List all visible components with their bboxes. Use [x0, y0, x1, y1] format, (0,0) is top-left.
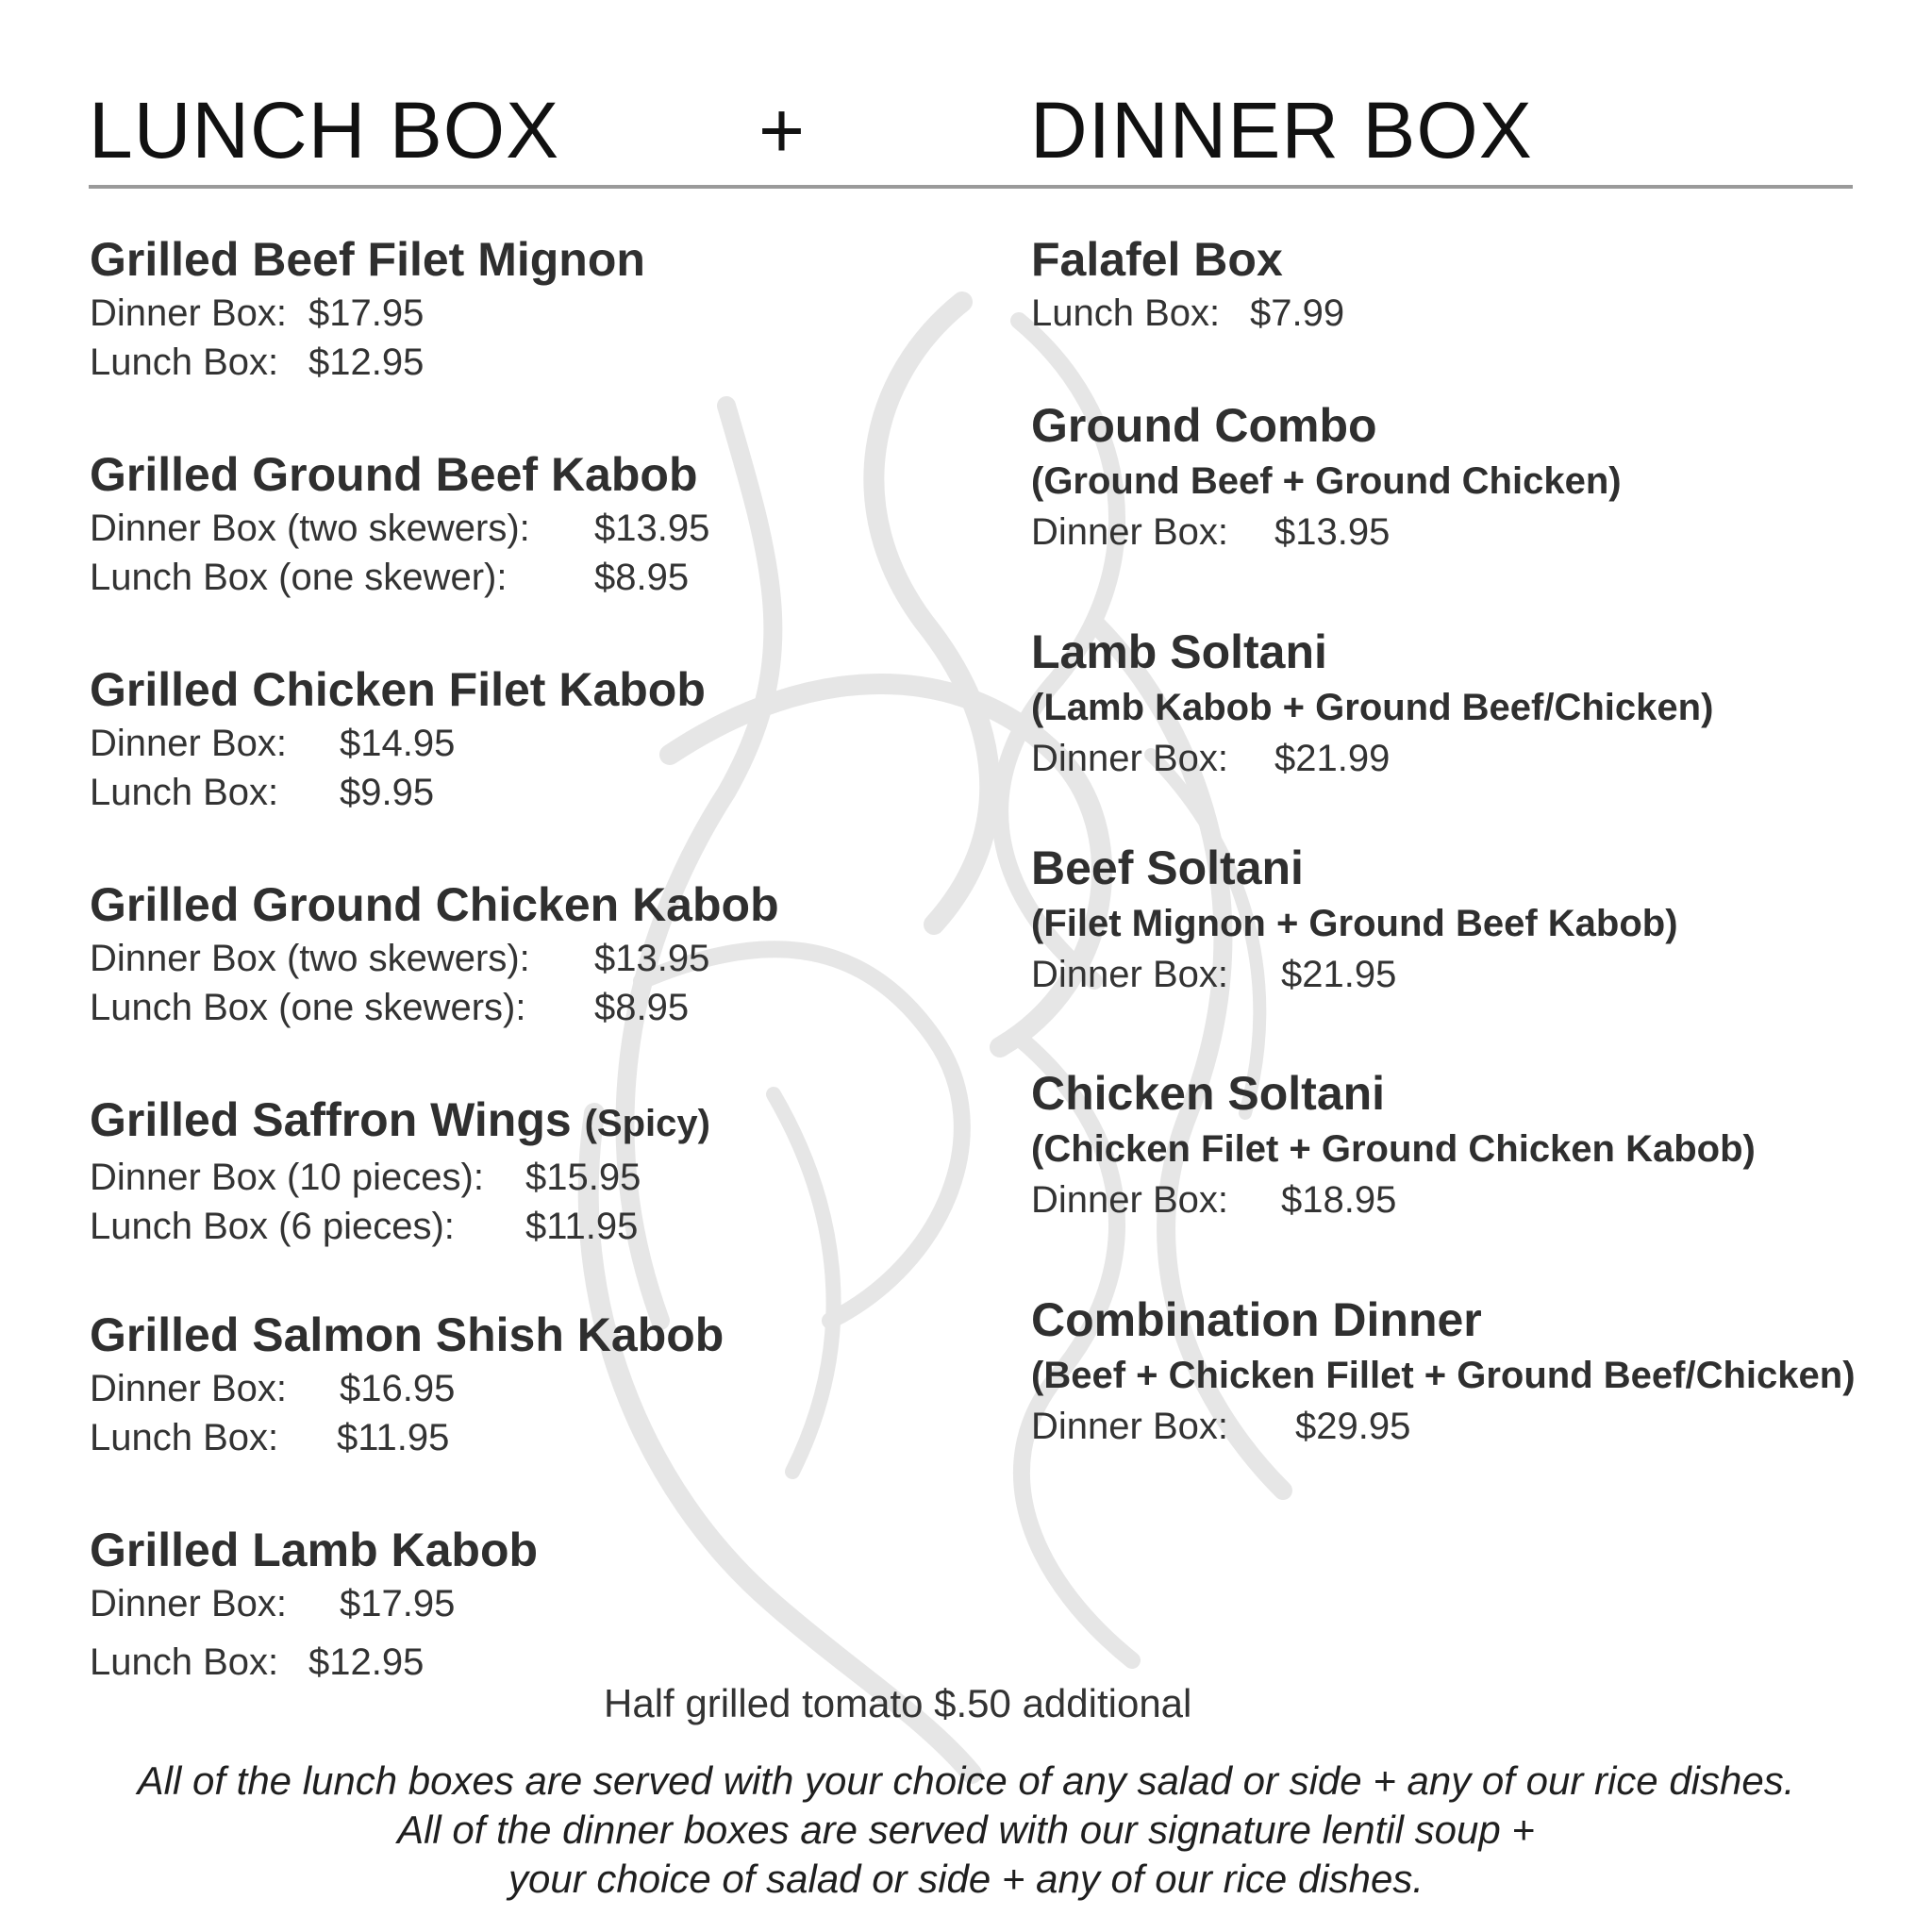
price-line — [90, 1153, 710, 1202]
price-line — [90, 504, 709, 553]
footer-dinner-line: All of the dinner boxes are served with our signature lentil soup + — [397, 1807, 1535, 1852]
footer-note — [0, 1757, 1932, 1904]
price-label: Dinner Box: — [1031, 511, 1228, 553]
item-name: Grilled Beef Filet Mignon — [90, 233, 645, 286]
price-value: $17.95 — [340, 1583, 456, 1624]
price-value: $12.95 — [308, 1641, 425, 1683]
price-value: $8.95 — [594, 987, 690, 1028]
price-line — [1031, 1175, 1756, 1224]
price-label: Dinner Box: — [90, 1583, 287, 1624]
footer-dinner-line-2: your choice of salad or side + any of our rice dishes. — [508, 1857, 1424, 1901]
item-name — [90, 1091, 710, 1153]
price-line — [1031, 1402, 1856, 1451]
price-label: Lunch Box (one skewer): — [90, 557, 508, 598]
price-line — [90, 719, 706, 768]
menu-header — [89, 83, 1853, 177]
price-value: $11.95 — [337, 1417, 450, 1458]
menu-item — [90, 1091, 710, 1251]
price-line — [90, 1413, 724, 1462]
item-name: Combination Dinner — [1031, 1293, 1482, 1346]
item-description: (Beef + Chicken Fillet + Ground Beef/Chicken) — [1031, 1355, 1856, 1396]
price-label: Dinner Box (10 pieces): — [90, 1157, 484, 1198]
price-value: $9.95 — [340, 772, 435, 813]
item-description: (Ground Beef + Ground Chicken) — [1031, 460, 1622, 502]
menu-item — [1031, 1064, 1756, 1224]
price-label: Lunch Box: — [90, 341, 279, 383]
menu-item — [1031, 839, 1678, 999]
price-label: Lunch Box (one skewers): — [90, 987, 526, 1028]
menu-item — [90, 660, 706, 817]
item-name: Beef Soltani — [1031, 841, 1304, 894]
price-label: Lunch Box (6 pieces): — [90, 1206, 455, 1247]
spicy-tag: (Spicy) — [584, 1103, 710, 1144]
tomato-addon-note: Half grilled tomato $.50 additional — [604, 1681, 1192, 1725]
price-line — [1031, 734, 1713, 783]
item-name: Grilled Ground Beef Kabob — [90, 448, 698, 501]
price-line — [90, 1579, 538, 1628]
price-value: $17.95 — [308, 292, 425, 334]
price-line — [1031, 508, 1622, 557]
price-line — [90, 1638, 538, 1687]
menu-item — [1031, 230, 1344, 338]
header-divider — [89, 185, 1853, 189]
price-label: Lunch Box: — [1031, 292, 1221, 334]
price-label: Dinner Box: — [90, 292, 287, 334]
menu-item — [1031, 623, 1713, 783]
footer-lunch-line: All of the lunch boxes are served with your choice of any salad or side + any of our rice dishes. — [137, 1758, 1795, 1803]
item-name: Lamb Soltani — [1031, 625, 1327, 678]
price-label: Dinner Box (two skewers): — [90, 938, 530, 979]
menu-item — [90, 445, 709, 602]
item-name: Ground Combo — [1031, 399, 1377, 452]
price-value: $14.95 — [340, 723, 456, 764]
price-line — [90, 1364, 724, 1413]
price-label: Dinner Box: — [1031, 954, 1228, 995]
item-name-text: Grilled Saffron Wings — [90, 1093, 572, 1146]
price-value: $13.95 — [594, 938, 710, 979]
price-label: Dinner Box: — [90, 1368, 287, 1409]
item-name: Chicken Soltani — [1031, 1067, 1386, 1120]
price-line — [1031, 950, 1678, 999]
price-line — [90, 289, 645, 338]
dinner-box-title: DINNER BOX — [1030, 86, 1533, 175]
price-value: $8.95 — [594, 557, 690, 598]
price-value: $11.95 — [525, 1206, 639, 1247]
item-name: Grilled Salmon Shish Kabob — [90, 1308, 724, 1361]
price-value: $13.95 — [1274, 511, 1391, 553]
price-line — [90, 1202, 710, 1251]
price-label: Lunch Box: — [90, 772, 279, 813]
price-value: $16.95 — [340, 1368, 456, 1409]
item-name: Grilled Chicken Filet Kabob — [90, 663, 706, 716]
price-label: Dinner Box: — [90, 723, 287, 764]
price-label: Dinner Box: — [1031, 1179, 1228, 1221]
price-value: $13.95 — [594, 508, 710, 549]
menu-item — [90, 230, 645, 387]
item-description: (Chicken Filet + Ground Chicken Kabob) — [1031, 1128, 1756, 1170]
price-label: Dinner Box (two skewers): — [90, 508, 530, 549]
item-name: Falafel Box — [1031, 233, 1283, 286]
price-value: $7.99 — [1250, 292, 1345, 334]
item-description: (Filet Mignon + Ground Beef Kabob) — [1031, 903, 1678, 944]
item-description: (Lamb Kabob + Ground Beef/Chicken) — [1031, 687, 1714, 728]
price-label: Lunch Box: — [90, 1417, 279, 1458]
price-label: Dinner Box: — [1031, 738, 1228, 779]
menu-item — [90, 875, 779, 1032]
price-value: $21.95 — [1281, 954, 1397, 995]
price-line — [90, 768, 706, 817]
price-line — [90, 338, 645, 387]
price-value: $15.95 — [525, 1157, 641, 1198]
item-name: Grilled Lamb Kabob — [90, 1524, 539, 1576]
menu-item — [90, 1306, 724, 1462]
price-line — [90, 553, 709, 602]
price-value: $21.99 — [1274, 738, 1391, 779]
menu-item — [90, 1521, 538, 1687]
price-label: Lunch Box: — [90, 1641, 279, 1683]
price-value: $18.95 — [1281, 1179, 1397, 1221]
lunch-box-title: LUNCH BOX — [89, 86, 560, 175]
item-name: Grilled Ground Chicken Kabob — [90, 878, 779, 931]
menu-item — [1031, 1291, 1856, 1451]
price-value: $12.95 — [308, 341, 425, 383]
price-label: Dinner Box: — [1031, 1406, 1228, 1447]
plus-sign: + — [758, 86, 807, 175]
price-line — [90, 934, 779, 983]
price-value: $29.95 — [1295, 1406, 1411, 1447]
menu-item — [1031, 396, 1622, 557]
price-line — [1031, 289, 1344, 338]
price-line — [90, 983, 779, 1032]
